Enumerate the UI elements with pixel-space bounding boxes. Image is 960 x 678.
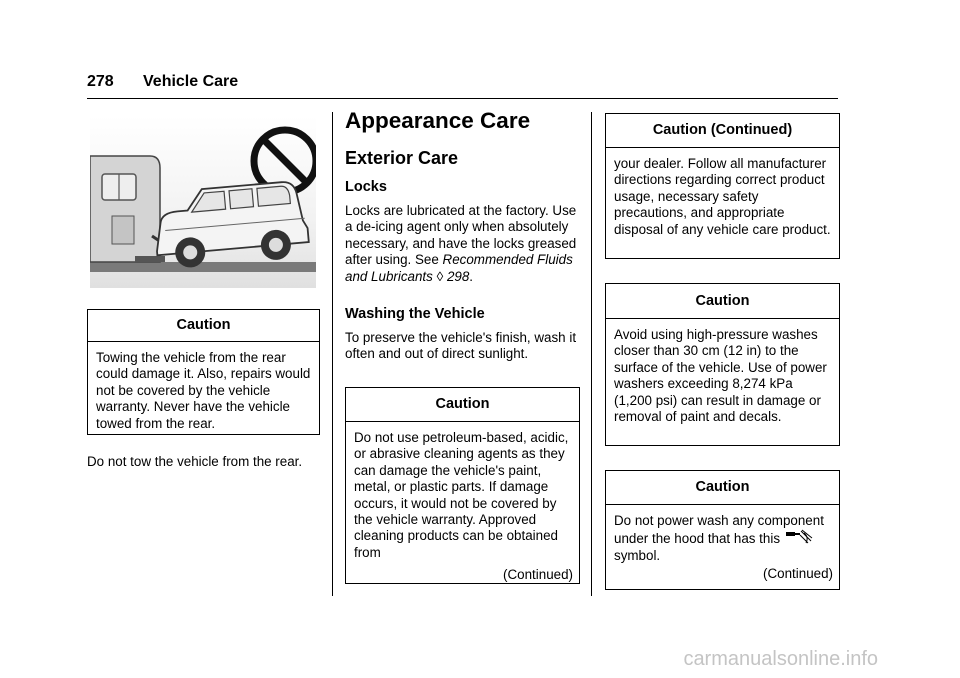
towing-paragraph: Do not tow the vehicle from the rear. [87,454,303,469]
reference-page[interactable]: 298 [446,268,470,284]
caution-body: Do not power wash any component under the hood that has this symbol. [614,513,824,563]
caution-title: Caution [606,284,839,319]
caution-title: Caution [346,388,579,422]
column-divider-left [332,112,333,596]
heading-locks: Locks [345,179,387,195]
caution-box-towing [87,309,320,435]
caution-title: Caution [88,310,319,342]
locks-paragraph: Locks are lubricated at the factory. Use a de-icing agent only when absolutely necessary, and have the locks greased after using. See Recommended Fluids and Lubricants ◊ 298. [345,203,577,284]
washing-paragraph: To preserve the vehicle's finish, wash it often and out of direct sunlight. [345,330,577,362]
page-header [87,70,838,99]
no-rear-towing-illustration [90,116,316,288]
caution-box-continued [605,113,840,259]
continued-label: (Continued) [763,566,833,582]
caution-title: Caution [606,471,839,505]
heading-exterior-care: Exterior Care [345,148,459,168]
section-title: Vehicle Care [143,73,239,90]
watermark: carmanualsonline.info [683,648,878,670]
caution-body: Avoid using high-pressure washes closer than 30 cm (12 in) to the surface of the vehicle. Use of power washers exceeding 8,274 kPa (1,200 psi) can result in damage or removal of paint and decals. [614,327,827,425]
continued-label: (Continued) [503,567,573,583]
page-number: 278 [87,73,114,90]
heading-washing-vehicle: Washing the Vehicle [345,306,485,322]
no-power-wash-icon [784,529,814,545]
column-divider-right [591,112,592,596]
caution-title: Caution (Continued) [606,114,839,148]
caution-body: your dealer. Follow all manufacturer directions regarding correct product usage, necessary safety precautions, and appropriate disposal of any vehicle care product. [614,156,831,237]
caution-body: Do not use petroleum-based, acidic, or abrasive cleaning agents as they can damage the vehicle's paint, metal, or plastic parts. If damage occurs, it would not be covered by the vehicle warranty. Approved cleaning products can be obtained from [354,430,569,560]
caution-box-cleaning-agents [345,387,580,584]
fluids-reference-link[interactable]: Recommended Fluids and Lubricants [345,252,573,284]
heading-appearance-care: Appearance Care [345,108,531,133]
caution-box-pressure-wash [605,283,840,446]
reference-symbol: ◊ [436,268,444,284]
locks-text: Locks are lubricated at the factory. Use a de-icing agent only when absolutely necessary, and have the locks greased after using. See [345,203,577,268]
caution-box-under-hood [605,470,840,590]
caution-body: Towing the vehicle from the rear could damage it. Also, repairs would not be covered by the vehicle warranty. Never have the vehicle towed from the rear. [96,350,311,431]
